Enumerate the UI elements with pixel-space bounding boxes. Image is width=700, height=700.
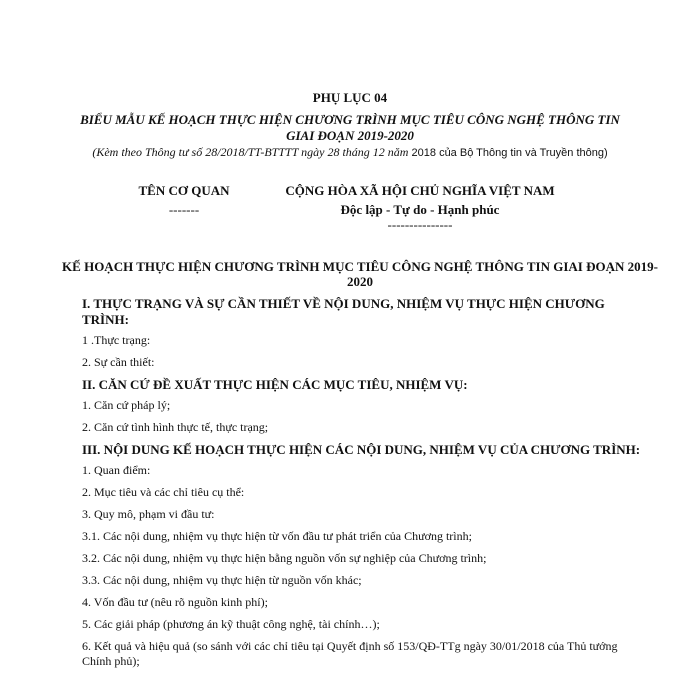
section-2-item: 2. Căn cứ tình hình thực tế, thực trạng; [82, 420, 269, 434]
section-heading-2: II. CĂN CỨ ĐỀ XUẤT THỰC HIỆN CÁC MỤC TIÊU, NHIỆM VỤ: [82, 377, 468, 392]
section-heading-3: III. NỘI DUNG KẾ HOẠCH THỰC HIỆN CÁC NỘI DUNG, NHIỆM VỤ CỦA CHƯƠNG TRÌNH: [82, 442, 641, 457]
section-heading-1: I. THỰC TRẠNG VÀ SỰ CẦN THIẾT VỀ NỘI DUNG, NHIỆM VỤ THỰC HIỆN CHƯƠNG TRÌNH: [82, 296, 605, 327]
national-dashes: --------------- [387, 217, 453, 232]
appendix-title: PHỤ LỤC 04 [312, 90, 388, 105]
section-1-item: 2. Sự cần thiết: [82, 355, 155, 369]
section-3-item: 3. Quy mô, phạm vi đầu tư: [82, 507, 215, 521]
national-name: CỘNG HÒA XÃ HỘI CHỦ NGHĨA VIỆT NAM [285, 183, 555, 198]
section-3-item: 1. Quan điểm: [82, 463, 151, 477]
attachment-note [70, 145, 630, 160]
section-3-item: 2. Mục tiêu và các chỉ tiêu cụ thể: [82, 485, 245, 499]
attachment-note-plain: 2018 của Bộ Thông tin và Truyền thông) [408, 147, 608, 159]
section-1-item: 1 .Thực trạng: [82, 333, 151, 347]
plan-title: KẾ HOẠCH THỰC HIỆN CHƯƠNG TRÌNH MỤC TIÊU CÔNG NGHỆ THÔNG TIN GIAI ĐOẠN 2019-2020 [62, 259, 658, 289]
document-body [82, 296, 642, 676]
section-3-item: 3.1. Các nội dung, nhiệm vụ thực hiện từ vốn đầu tư phát triển của Chương trình; [82, 529, 472, 543]
section-3-item: 5. Các giải pháp (phương án kỹ thuật công nghệ, tài chính…); [82, 617, 380, 631]
agency-dashes: ------- [168, 202, 200, 217]
form-subtitle: BIỂU MẪU KẾ HOẠCH THỰC HIỆN CHƯƠNG TRÌNH MỤC TIÊU CÔNG NGHỆ THÔNG TIN GIAI ĐOẠN 2019-2020 [80, 112, 620, 143]
agency-name: TÊN CƠ QUAN [138, 183, 230, 198]
section-2-item: 1. Căn cứ pháp lý; [82, 398, 171, 412]
section-3-item: 4. Vốn đầu tư (nêu rõ nguồn kinh phí); [82, 595, 268, 609]
national-motto-block [250, 181, 590, 231]
section-3-item: 6. Kết quả và hiệu quả (so sánh với các chỉ tiêu tại Quyết định số 153/QĐ-TTg ngày 30/01/2018 của Thủ tướng Chính phủ); [82, 639, 618, 668]
attachment-note-italic: (Kèm theo Thông tư số 28/2018/TT-BTTTT ngày 28 tháng 12 năm [92, 145, 409, 159]
section-3-item: 3.3. Các nội dung, nhiệm vụ thực hiện từ nguồn vốn khác; [82, 573, 362, 587]
section-3-item: 3.2. Các nội dung, nhiệm vụ thực hiện bằng nguồn vốn sự nghiệp của Chương trình; [82, 551, 487, 565]
agency-block [104, 181, 264, 219]
national-motto: Độc lập - Tự do - Hạnh phúc [340, 202, 500, 217]
